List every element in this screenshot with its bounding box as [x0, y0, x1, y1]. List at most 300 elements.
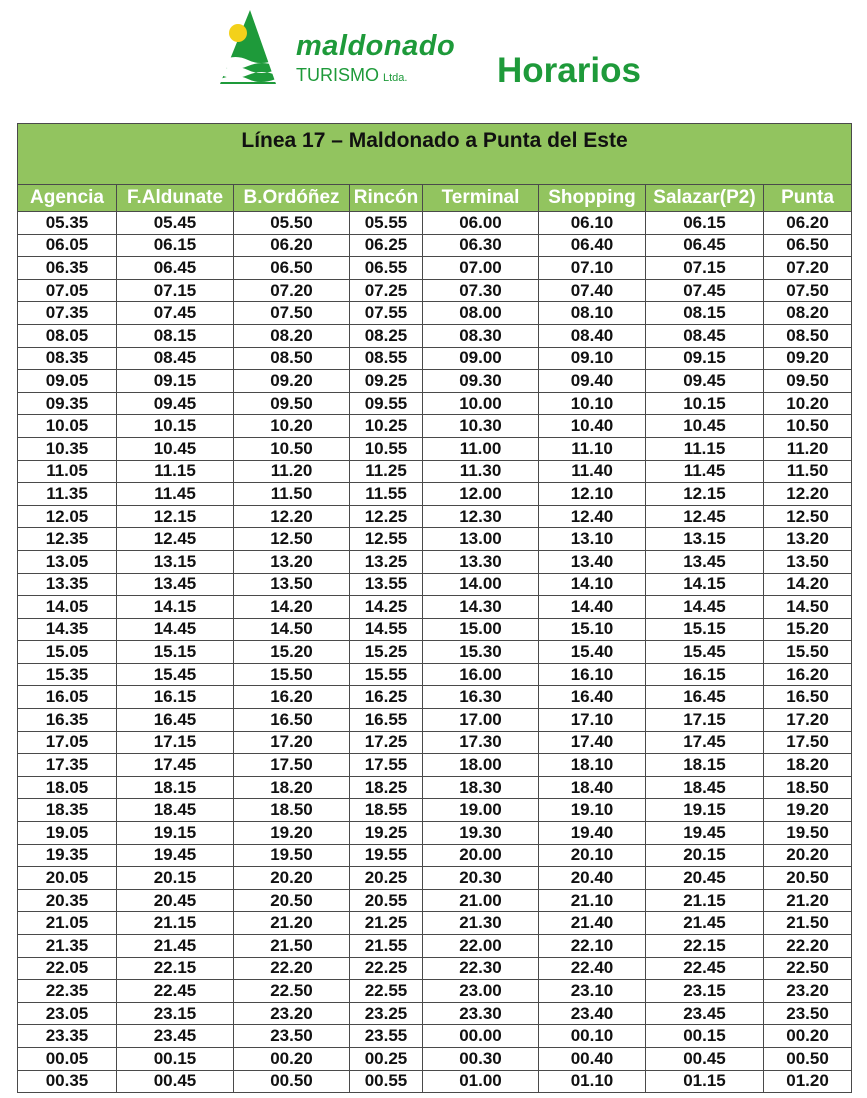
time-cell: 12.50	[234, 528, 350, 551]
table-row	[18, 302, 852, 325]
time-cell: 11.05	[18, 460, 117, 483]
time-cell: 00.20	[234, 1047, 350, 1070]
table-row	[18, 799, 852, 822]
time-cell: 22.45	[117, 980, 234, 1003]
table-row	[18, 641, 852, 664]
time-cell: 14.00	[423, 573, 539, 596]
time-cell: 13.55	[350, 573, 423, 596]
time-cell: 00.45	[646, 1047, 764, 1070]
time-cell: 20.45	[117, 889, 234, 912]
time-cell: 08.25	[350, 324, 423, 347]
time-cell: 07.55	[350, 302, 423, 325]
time-cell: 14.15	[646, 573, 764, 596]
time-cell: 18.20	[234, 776, 350, 799]
time-cell: 07.10	[539, 257, 646, 280]
time-cell: 11.35	[18, 483, 117, 506]
table-row	[18, 234, 852, 257]
time-cell: 21.40	[539, 912, 646, 935]
table-row	[18, 889, 852, 912]
time-cell: 17.40	[539, 731, 646, 754]
time-cell: 23.25	[350, 1002, 423, 1025]
time-cell: 18.15	[117, 776, 234, 799]
table-row	[18, 1047, 852, 1070]
time-cell: 15.20	[764, 618, 852, 641]
time-cell: 06.25	[350, 234, 423, 257]
time-cell: 21.05	[18, 912, 117, 935]
time-cell: 13.15	[117, 550, 234, 573]
time-cell: 18.10	[539, 754, 646, 777]
time-cell: 10.20	[764, 392, 852, 415]
schedule-table	[17, 123, 852, 1093]
time-cell: 01.20	[764, 1070, 852, 1093]
time-cell: 17.15	[646, 709, 764, 732]
time-cell: 00.05	[18, 1047, 117, 1070]
table-row	[18, 370, 852, 393]
time-cell: 01.10	[539, 1070, 646, 1093]
time-cell: 05.55	[350, 212, 423, 235]
time-cell: 23.10	[539, 980, 646, 1003]
time-cell: 17.45	[117, 754, 234, 777]
time-cell: 13.40	[539, 550, 646, 573]
time-cell: 11.45	[646, 460, 764, 483]
time-cell: 06.55	[350, 257, 423, 280]
time-cell: 08.50	[764, 324, 852, 347]
table-row	[18, 257, 852, 280]
time-cell: 09.45	[117, 392, 234, 415]
time-cell: 06.45	[646, 234, 764, 257]
time-cell: 20.05	[18, 867, 117, 890]
time-cell: 22.20	[234, 957, 350, 980]
time-cell: 09.50	[764, 370, 852, 393]
time-cell: 06.35	[18, 257, 117, 280]
time-cell: 11.10	[539, 437, 646, 460]
time-cell: 17.20	[764, 709, 852, 732]
time-cell: 14.50	[764, 596, 852, 619]
time-cell: 06.00	[423, 212, 539, 235]
time-cell: 19.15	[646, 799, 764, 822]
table-row	[18, 460, 852, 483]
time-cell: 21.45	[646, 912, 764, 935]
table-row	[18, 550, 852, 573]
table-row	[18, 935, 852, 958]
time-cell: 10.15	[117, 415, 234, 438]
time-cell: 20.30	[423, 867, 539, 890]
table-row	[18, 957, 852, 980]
time-cell: 09.05	[18, 370, 117, 393]
time-cell: 07.05	[18, 279, 117, 302]
table-row	[18, 754, 852, 777]
time-cell: 09.10	[539, 347, 646, 370]
time-cell: 08.15	[117, 324, 234, 347]
time-cell: 13.35	[18, 573, 117, 596]
time-cell: 14.30	[423, 596, 539, 619]
time-cell: 19.50	[764, 822, 852, 845]
time-cell: 23.30	[423, 1002, 539, 1025]
time-cell: 17.15	[117, 731, 234, 754]
time-cell: 22.50	[234, 980, 350, 1003]
time-cell: 19.10	[539, 799, 646, 822]
time-cell: 22.50	[764, 957, 852, 980]
time-cell: 00.50	[234, 1070, 350, 1093]
time-cell: 16.20	[764, 663, 852, 686]
time-cell: 07.00	[423, 257, 539, 280]
time-cell: 21.25	[350, 912, 423, 935]
time-cell: 14.35	[18, 618, 117, 641]
time-cell: 00.55	[350, 1070, 423, 1093]
time-cell: 11.45	[117, 483, 234, 506]
time-cell: 21.45	[117, 935, 234, 958]
time-cell: 19.35	[18, 844, 117, 867]
table-row	[18, 324, 852, 347]
time-cell: 20.15	[117, 867, 234, 890]
time-cell: 23.15	[117, 1002, 234, 1025]
time-cell: 13.50	[234, 573, 350, 596]
time-cell: 18.50	[234, 799, 350, 822]
time-cell: 11.25	[350, 460, 423, 483]
time-cell: 14.45	[646, 596, 764, 619]
time-cell: 09.20	[764, 347, 852, 370]
time-cell: 10.05	[18, 415, 117, 438]
table-row	[18, 980, 852, 1003]
time-cell: 09.15	[117, 370, 234, 393]
time-cell: 16.35	[18, 709, 117, 732]
time-cell: 15.50	[764, 641, 852, 664]
time-cell: 11.30	[423, 460, 539, 483]
time-cell: 22.35	[18, 980, 117, 1003]
time-cell: 09.40	[539, 370, 646, 393]
time-cell: 15.30	[423, 641, 539, 664]
time-cell: 07.15	[646, 257, 764, 280]
time-cell: 07.50	[234, 302, 350, 325]
time-cell: 12.45	[117, 528, 234, 551]
time-cell: 08.45	[117, 347, 234, 370]
time-cell: 13.05	[18, 550, 117, 573]
time-cell: 11.15	[117, 460, 234, 483]
time-cell: 07.40	[539, 279, 646, 302]
time-cell: 09.20	[234, 370, 350, 393]
time-cell: 14.50	[234, 618, 350, 641]
time-cell: 13.20	[764, 528, 852, 551]
time-cell: 08.55	[350, 347, 423, 370]
time-cell: 21.15	[646, 889, 764, 912]
time-cell: 20.45	[646, 867, 764, 890]
time-cell: 09.55	[350, 392, 423, 415]
time-cell: 20.50	[764, 867, 852, 890]
schedule-body	[18, 212, 852, 1093]
time-cell: 17.45	[646, 731, 764, 754]
column-header: Terminal	[423, 185, 539, 212]
time-cell: 15.05	[18, 641, 117, 664]
time-cell: 09.30	[423, 370, 539, 393]
brand-subtitle	[296, 66, 407, 84]
time-cell: 10.25	[350, 415, 423, 438]
time-cell: 15.25	[350, 641, 423, 664]
table-row	[18, 483, 852, 506]
time-cell: 05.45	[117, 212, 234, 235]
time-cell: 07.30	[423, 279, 539, 302]
time-cell: 19.15	[117, 822, 234, 845]
time-cell: 06.50	[234, 257, 350, 280]
time-cell: 22.10	[539, 935, 646, 958]
time-cell: 15.20	[234, 641, 350, 664]
time-cell: 22.55	[350, 980, 423, 1003]
time-cell: 18.20	[764, 754, 852, 777]
time-cell: 16.10	[539, 663, 646, 686]
time-cell: 07.35	[18, 302, 117, 325]
time-cell: 17.00	[423, 709, 539, 732]
time-cell: 01.15	[646, 1070, 764, 1093]
time-cell: 13.10	[539, 528, 646, 551]
time-cell: 22.40	[539, 957, 646, 980]
time-cell: 17.05	[18, 731, 117, 754]
time-cell: 18.45	[646, 776, 764, 799]
time-cell: 23.35	[18, 1025, 117, 1048]
time-cell: 23.00	[423, 980, 539, 1003]
time-cell: 15.55	[350, 663, 423, 686]
time-cell: 10.40	[539, 415, 646, 438]
time-cell: 13.30	[423, 550, 539, 573]
column-header: Salazar(P2)	[646, 185, 764, 212]
time-cell: 20.55	[350, 889, 423, 912]
time-cell: 19.20	[234, 822, 350, 845]
time-cell: 16.25	[350, 686, 423, 709]
time-cell: 20.10	[539, 844, 646, 867]
brand-subtitle-text: TURISMO	[296, 65, 379, 85]
time-cell: 22.15	[117, 957, 234, 980]
time-cell: 07.15	[117, 279, 234, 302]
time-cell: 12.20	[234, 505, 350, 528]
time-cell: 23.15	[646, 980, 764, 1003]
time-cell: 16.15	[117, 686, 234, 709]
time-cell: 21.30	[423, 912, 539, 935]
time-cell: 15.45	[646, 641, 764, 664]
time-cell: 08.30	[423, 324, 539, 347]
time-cell: 14.15	[117, 596, 234, 619]
time-cell: 10.50	[234, 437, 350, 460]
time-cell: 21.35	[18, 935, 117, 958]
time-cell: 06.30	[423, 234, 539, 257]
time-cell: 16.05	[18, 686, 117, 709]
time-cell: 10.30	[423, 415, 539, 438]
table-row	[18, 1070, 852, 1093]
time-cell: 05.35	[18, 212, 117, 235]
time-cell: 23.55	[350, 1025, 423, 1048]
time-cell: 12.25	[350, 505, 423, 528]
time-cell: 11.40	[539, 460, 646, 483]
time-cell: 16.50	[764, 686, 852, 709]
time-cell: 06.15	[646, 212, 764, 235]
time-cell: 22.25	[350, 957, 423, 980]
time-cell: 18.25	[350, 776, 423, 799]
time-cell: 08.45	[646, 324, 764, 347]
time-cell: 16.55	[350, 709, 423, 732]
time-cell: 10.10	[539, 392, 646, 415]
time-cell: 17.55	[350, 754, 423, 777]
time-cell: 08.00	[423, 302, 539, 325]
header-row	[18, 185, 852, 212]
time-cell: 12.15	[646, 483, 764, 506]
time-cell: 00.15	[117, 1047, 234, 1070]
time-cell: 08.05	[18, 324, 117, 347]
time-cell: 21.50	[764, 912, 852, 935]
time-cell: 18.40	[539, 776, 646, 799]
table-row	[18, 822, 852, 845]
time-cell: 17.10	[539, 709, 646, 732]
time-cell: 12.05	[18, 505, 117, 528]
time-cell: 15.35	[18, 663, 117, 686]
time-cell: 06.50	[764, 234, 852, 257]
time-cell: 19.30	[423, 822, 539, 845]
table-row	[18, 844, 852, 867]
table-row	[18, 867, 852, 890]
time-cell: 21.20	[234, 912, 350, 935]
time-cell: 11.20	[764, 437, 852, 460]
time-cell: 19.20	[764, 799, 852, 822]
table-row	[18, 392, 852, 415]
time-cell: 20.00	[423, 844, 539, 867]
time-cell: 22.30	[423, 957, 539, 980]
table-row	[18, 437, 852, 460]
table-row	[18, 1025, 852, 1048]
time-cell: 08.15	[646, 302, 764, 325]
time-cell: 00.25	[350, 1047, 423, 1070]
table-row	[18, 618, 852, 641]
table-row	[18, 776, 852, 799]
time-cell: 19.25	[350, 822, 423, 845]
time-cell: 19.50	[234, 844, 350, 867]
time-cell: 13.45	[117, 573, 234, 596]
time-cell: 23.05	[18, 1002, 117, 1025]
time-cell: 23.45	[646, 1002, 764, 1025]
time-cell: 00.20	[764, 1025, 852, 1048]
time-cell: 16.00	[423, 663, 539, 686]
time-cell: 07.45	[646, 279, 764, 302]
time-cell: 00.35	[18, 1070, 117, 1093]
time-cell: 14.40	[539, 596, 646, 619]
time-cell: 11.50	[764, 460, 852, 483]
time-cell: 23.40	[539, 1002, 646, 1025]
column-header: F.Aldunate	[117, 185, 234, 212]
time-cell: 20.40	[539, 867, 646, 890]
time-cell: 15.45	[117, 663, 234, 686]
time-cell: 21.20	[764, 889, 852, 912]
time-cell: 10.45	[646, 415, 764, 438]
time-cell: 08.10	[539, 302, 646, 325]
time-cell: 16.30	[423, 686, 539, 709]
time-cell: 11.20	[234, 460, 350, 483]
time-cell: 00.45	[117, 1070, 234, 1093]
time-cell: 07.45	[117, 302, 234, 325]
time-cell: 10.55	[350, 437, 423, 460]
time-cell: 20.20	[764, 844, 852, 867]
time-cell: 12.50	[764, 505, 852, 528]
time-cell: 13.25	[350, 550, 423, 573]
time-cell: 14.10	[539, 573, 646, 596]
time-cell: 18.35	[18, 799, 117, 822]
time-cell: 08.20	[764, 302, 852, 325]
time-cell: 12.30	[423, 505, 539, 528]
time-cell: 17.30	[423, 731, 539, 754]
time-cell: 08.50	[234, 347, 350, 370]
time-cell: 09.15	[646, 347, 764, 370]
time-cell: 19.40	[539, 822, 646, 845]
time-cell: 15.50	[234, 663, 350, 686]
time-cell: 10.50	[764, 415, 852, 438]
time-cell: 06.20	[764, 212, 852, 235]
time-cell: 15.40	[539, 641, 646, 664]
time-cell: 18.50	[764, 776, 852, 799]
table-row	[18, 1002, 852, 1025]
time-cell: 00.30	[423, 1047, 539, 1070]
time-cell: 11.50	[234, 483, 350, 506]
time-cell: 00.50	[764, 1047, 852, 1070]
table-row	[18, 731, 852, 754]
brand-name: maldonado	[296, 30, 456, 62]
time-cell: 12.20	[764, 483, 852, 506]
time-cell: 08.40	[539, 324, 646, 347]
brand-suffix: Ltda.	[383, 72, 408, 84]
time-cell: 19.00	[423, 799, 539, 822]
time-cell: 14.55	[350, 618, 423, 641]
time-cell: 23.20	[764, 980, 852, 1003]
time-cell: 19.55	[350, 844, 423, 867]
time-cell: 13.45	[646, 550, 764, 573]
time-cell: 05.50	[234, 212, 350, 235]
time-cell: 18.05	[18, 776, 117, 799]
time-cell: 12.15	[117, 505, 234, 528]
column-header: Shopping	[539, 185, 646, 212]
time-cell: 13.00	[423, 528, 539, 551]
time-cell: 19.45	[117, 844, 234, 867]
time-cell: 12.10	[539, 483, 646, 506]
time-cell: 07.25	[350, 279, 423, 302]
time-cell: 21.55	[350, 935, 423, 958]
time-cell: 08.35	[18, 347, 117, 370]
time-cell: 17.50	[764, 731, 852, 754]
time-cell: 12.45	[646, 505, 764, 528]
time-cell: 15.15	[646, 618, 764, 641]
table-row	[18, 415, 852, 438]
time-cell: 20.15	[646, 844, 764, 867]
table-row	[18, 347, 852, 370]
time-cell: 13.50	[764, 550, 852, 573]
time-cell: 12.35	[18, 528, 117, 551]
time-cell: 00.40	[539, 1047, 646, 1070]
column-header: B.Ordóñez	[234, 185, 350, 212]
time-cell: 06.05	[18, 234, 117, 257]
time-cell: 22.20	[764, 935, 852, 958]
time-cell: 21.50	[234, 935, 350, 958]
time-cell: 18.45	[117, 799, 234, 822]
table-row	[18, 505, 852, 528]
time-cell: 00.00	[423, 1025, 539, 1048]
table-row	[18, 686, 852, 709]
time-cell: 22.00	[423, 935, 539, 958]
time-cell: 07.20	[764, 257, 852, 280]
column-header: Agencia	[18, 185, 117, 212]
time-cell: 17.50	[234, 754, 350, 777]
table-row	[18, 212, 852, 235]
time-cell: 14.25	[350, 596, 423, 619]
time-cell: 07.20	[234, 279, 350, 302]
time-cell: 23.45	[117, 1025, 234, 1048]
time-cell: 17.25	[350, 731, 423, 754]
time-cell: 23.20	[234, 1002, 350, 1025]
time-cell: 21.10	[539, 889, 646, 912]
time-cell: 20.35	[18, 889, 117, 912]
time-cell: 08.20	[234, 324, 350, 347]
time-cell: 11.15	[646, 437, 764, 460]
